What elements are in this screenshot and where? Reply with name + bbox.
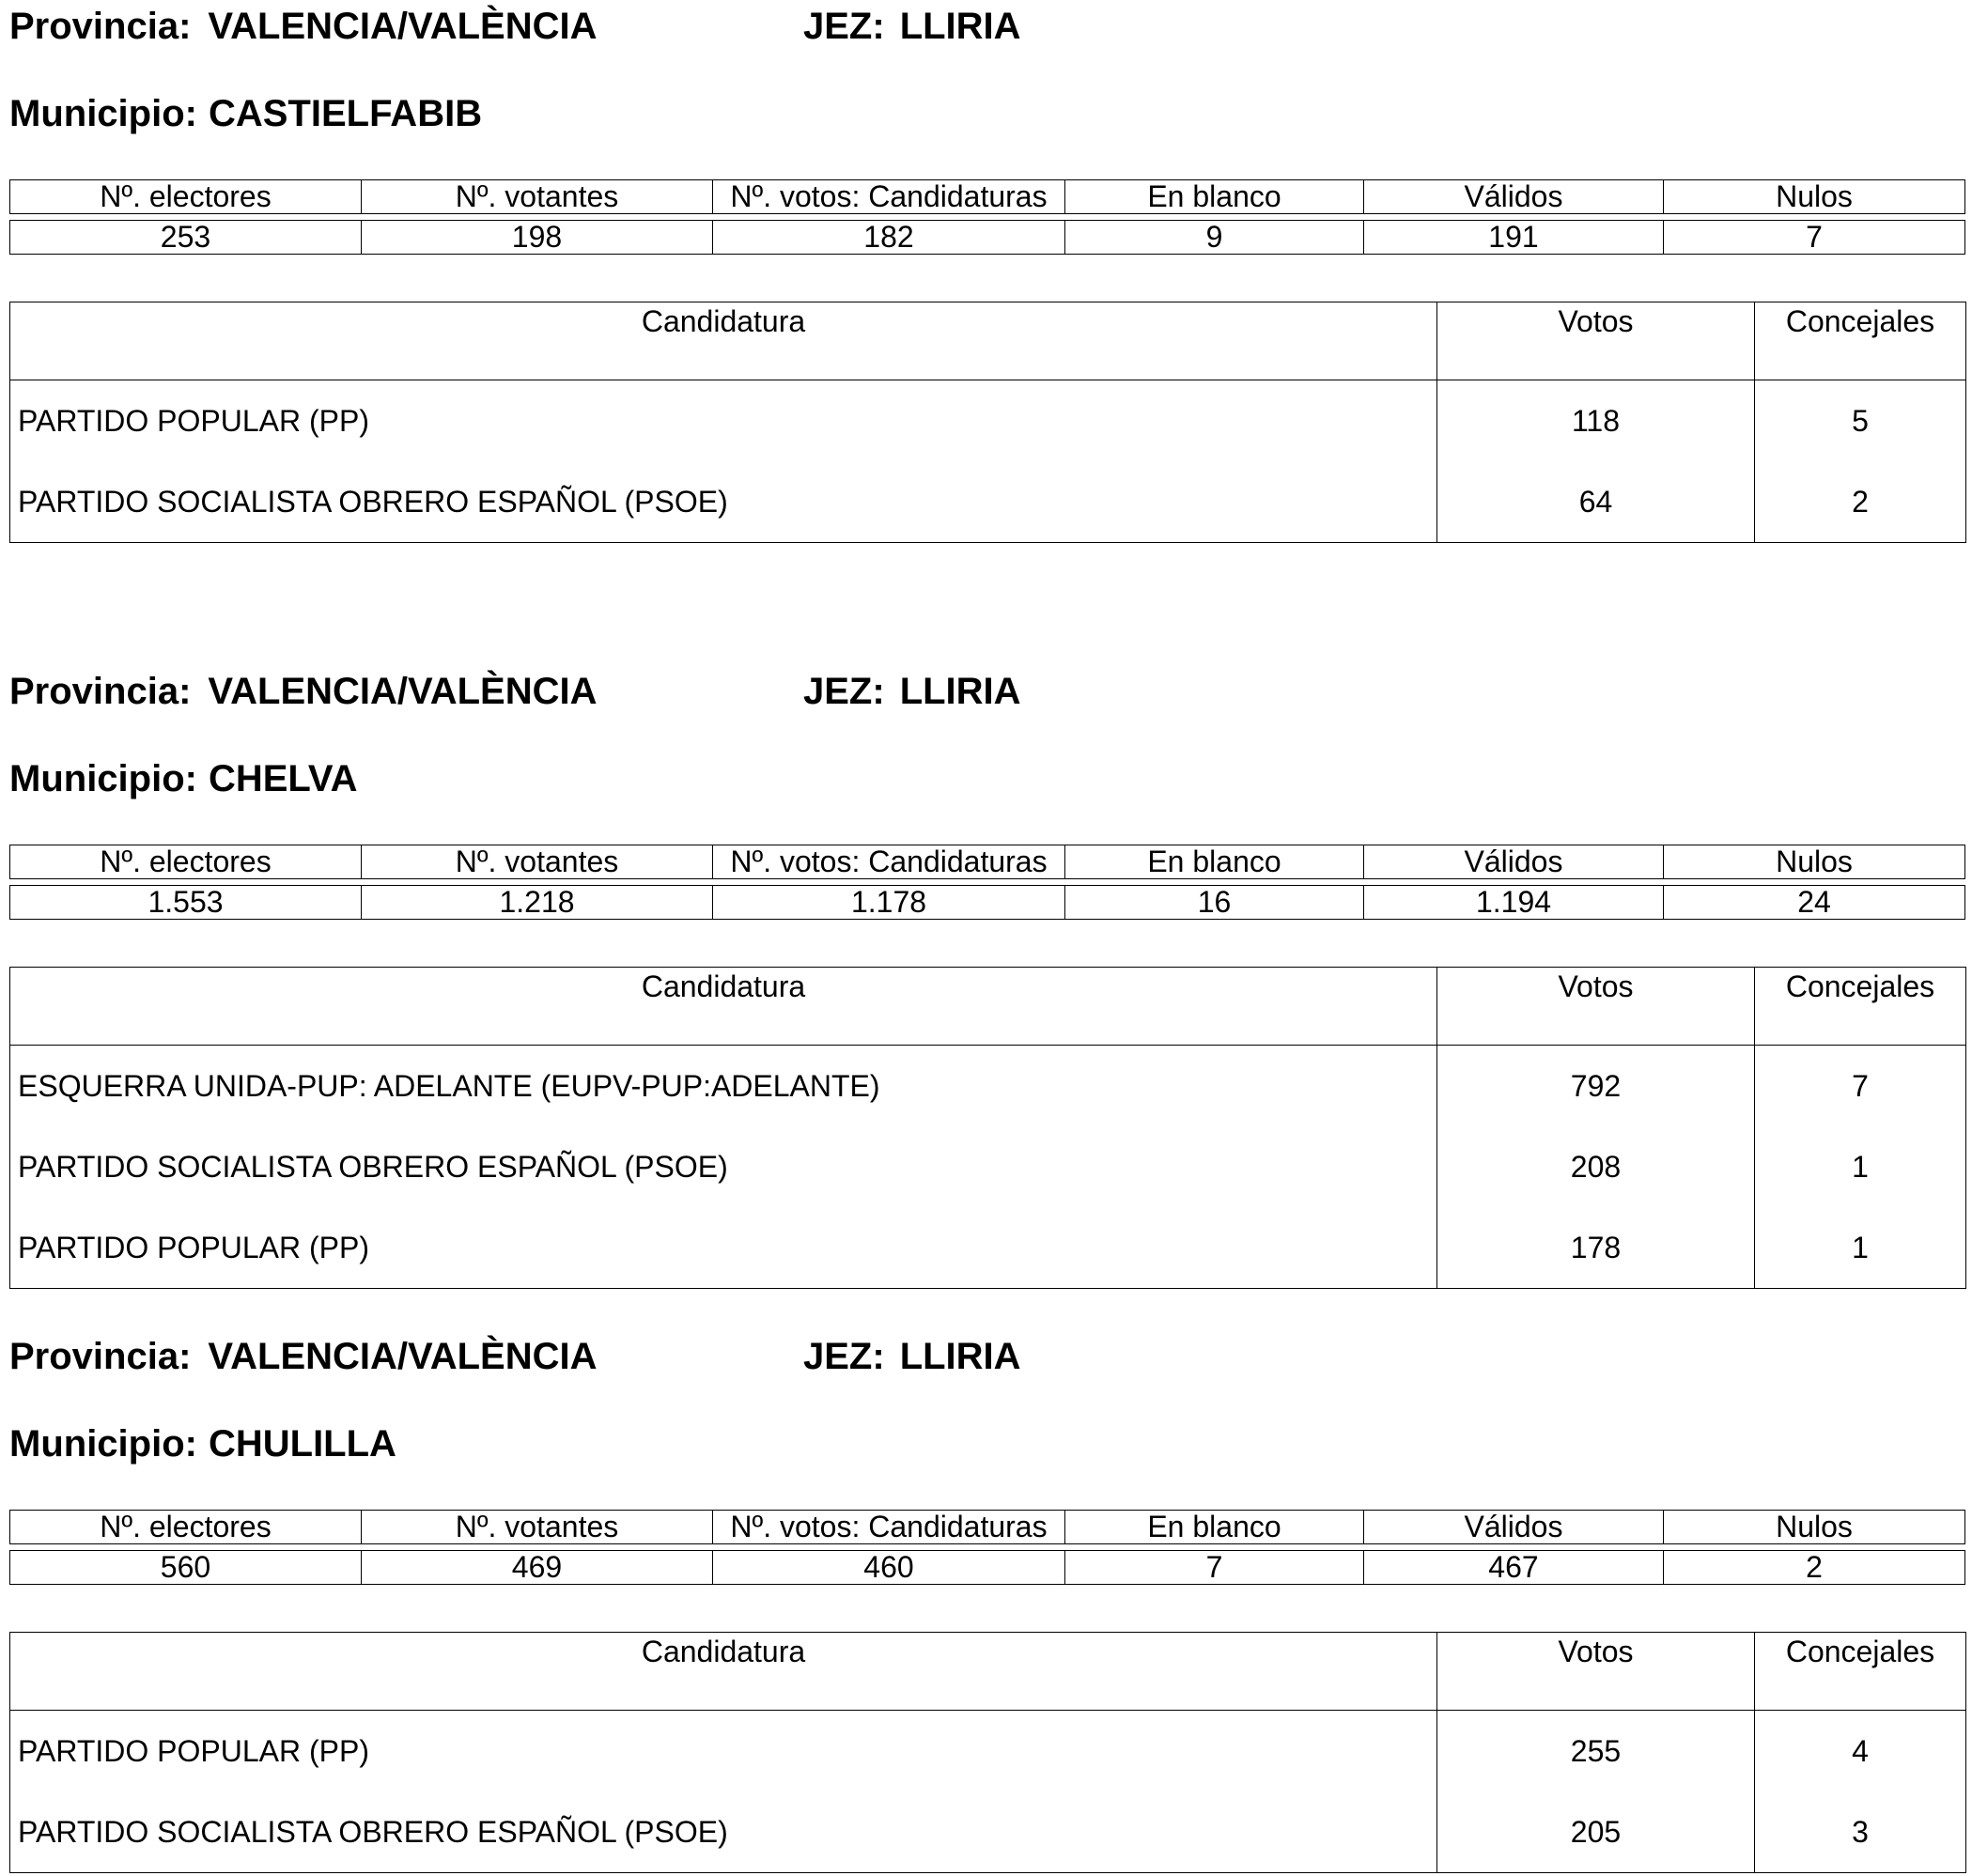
stats-header-row: [9, 179, 1965, 214]
jez-value: LLIRIA: [899, 1336, 1021, 1377]
stats-value-row: [9, 1550, 1965, 1585]
stats-value-en-blanco: 9: [1065, 220, 1364, 255]
stats-header-votantes: Nº. votantes: [362, 845, 713, 879]
header-concejales: Concejales: [1755, 302, 1966, 380]
stats-value-validos: 191: [1364, 220, 1664, 255]
jez-line: [803, 8, 1021, 45]
provincia-label: Provincia:: [9, 6, 192, 47]
candidaturas-header-row: [10, 302, 1966, 380]
stats-header-nulos: Nulos: [1664, 845, 1965, 879]
provincia-label: Provincia:: [9, 671, 192, 712]
stats-value-electores: 1.553: [9, 885, 362, 920]
stats-header-nulos: Nulos: [1664, 179, 1965, 214]
candidatura-concejales: 1: [1755, 1207, 1966, 1289]
candidatura-name: PARTIDO POPULAR (PP): [10, 1711, 1437, 1792]
stats-header-electores: Nº. electores: [9, 845, 362, 879]
stats-header-validos: Válidos: [1364, 845, 1664, 879]
municipio-label: Municipio:: [9, 93, 197, 134]
jez-value: LLIRIA: [899, 671, 1021, 712]
municipio-label: Municipio:: [9, 758, 197, 799]
stats-header-electores: Nº. electores: [9, 179, 362, 214]
candidatura-name: PARTIDO SOCIALISTA OBRERO ESPAÑOL (PSOE): [10, 461, 1437, 543]
stats-value-votantes: 469: [362, 1550, 713, 1585]
municipio-value: CHULILLA: [208, 1423, 396, 1465]
jez-label: JEZ:: [803, 6, 885, 47]
stats-value-row: [9, 220, 1965, 255]
municipio-label: Municipio:: [9, 1423, 197, 1465]
provincia-label: Provincia:: [9, 1336, 192, 1377]
candidatura-votos: 208: [1437, 1126, 1755, 1207]
header-candidatura: Candidatura: [10, 968, 1437, 1046]
stats-value-votos-candidaturas: 1.178: [713, 885, 1065, 920]
stats-table: [9, 1510, 1965, 1585]
provincia-value: VALENCIA/VALÈNCIA: [208, 1336, 598, 1377]
header-votos: Votos: [1437, 968, 1755, 1046]
stats-value-validos: 1.194: [1364, 885, 1664, 920]
stats-value-electores: 253: [9, 220, 362, 255]
header-candidatura: Candidatura: [10, 302, 1437, 380]
candidatura-votos: 64: [1437, 461, 1755, 543]
stats-value-en-blanco: 16: [1065, 885, 1364, 920]
municipio-value: CHELVA: [208, 758, 358, 799]
stats-value-nulos: 7: [1664, 220, 1965, 255]
stats-header-votantes: Nº. votantes: [362, 179, 713, 214]
municipio-line: [9, 95, 482, 132]
stats-header-nulos: Nulos: [1664, 1510, 1965, 1544]
header-votos: Votos: [1437, 302, 1755, 380]
stats-header-en-blanco: En blanco: [1065, 1510, 1364, 1544]
stats-header-en-blanco: En blanco: [1065, 179, 1364, 214]
stats-header-electores: Nº. electores: [9, 1510, 362, 1544]
provincia-line: [9, 673, 598, 710]
provincia-line: [9, 8, 598, 45]
table-row: [10, 1046, 1966, 1127]
stats-header-votos-candidaturas: Nº. votos: Candidaturas: [713, 845, 1065, 879]
candidaturas-header-row: [10, 1633, 1966, 1711]
candidatura-name: ESQUERRA UNIDA-PUP: ADELANTE (EUPV-PUP:ADELANTE): [10, 1046, 1437, 1127]
jez-value: LLIRIA: [899, 6, 1021, 47]
jez-line: [803, 673, 1021, 710]
candidatura-concejales: 5: [1755, 380, 1966, 462]
header-votos: Votos: [1437, 1633, 1755, 1711]
candidatura-votos: 205: [1437, 1791, 1755, 1873]
stats-header-votos-candidaturas: Nº. votos: Candidaturas: [713, 1510, 1065, 1544]
table-row: [10, 461, 1966, 543]
stats-value-votantes: 1.218: [362, 885, 713, 920]
jez-label: JEZ:: [803, 1336, 885, 1377]
stats-value-votantes: 198: [362, 220, 713, 255]
header-concejales: Concejales: [1755, 1633, 1966, 1711]
header-candidatura: Candidatura: [10, 1633, 1437, 1711]
provincia-value: VALENCIA/VALÈNCIA: [208, 671, 598, 712]
provincia-value: VALENCIA/VALÈNCIA: [208, 6, 598, 47]
stats-header-votantes: Nº. votantes: [362, 1510, 713, 1544]
header-concejales: Concejales: [1755, 968, 1966, 1046]
table-row: [10, 380, 1966, 462]
table-row: [10, 1711, 1966, 1792]
stats-value-nulos: 2: [1664, 1550, 1965, 1585]
candidatura-name: PARTIDO POPULAR (PP): [10, 1207, 1437, 1289]
candidatura-name: PARTIDO SOCIALISTA OBRERO ESPAÑOL (PSOE): [10, 1791, 1437, 1873]
candidatura-concejales: 7: [1755, 1046, 1966, 1127]
stats-value-nulos: 24: [1664, 885, 1965, 920]
candidatura-concejales: 1: [1755, 1126, 1966, 1207]
candidaturas-table: [9, 302, 1966, 543]
candidatura-concejales: 4: [1755, 1711, 1966, 1792]
candidatura-name: PARTIDO POPULAR (PP): [10, 380, 1437, 462]
municipio-line: [9, 760, 357, 798]
candidatura-name: PARTIDO SOCIALISTA OBRERO ESPAÑOL (PSOE): [10, 1126, 1437, 1207]
stats-value-electores: 560: [9, 1550, 362, 1585]
stats-header-validos: Válidos: [1364, 1510, 1664, 1544]
stats-table: [9, 845, 1965, 920]
stats-header-row: [9, 845, 1965, 879]
municipio-line: [9, 1425, 396, 1463]
stats-header-votos-candidaturas: Nº. votos: Candidaturas: [713, 179, 1065, 214]
jez-label: JEZ:: [803, 671, 885, 712]
stats-value-en-blanco: 7: [1065, 1550, 1364, 1585]
stats-header-validos: Válidos: [1364, 179, 1664, 214]
provincia-line: [9, 1338, 598, 1375]
stats-header-en-blanco: En blanco: [1065, 845, 1364, 879]
candidatura-votos: 118: [1437, 380, 1755, 462]
candidaturas-table: [9, 1632, 1966, 1873]
candidaturas-table: [9, 967, 1966, 1289]
stats-value-votos-candidaturas: 182: [713, 220, 1065, 255]
stats-value-votos-candidaturas: 460: [713, 1550, 1065, 1585]
stats-value-row: [9, 885, 1965, 920]
candidaturas-header-row: [10, 968, 1966, 1046]
candidatura-votos: 255: [1437, 1711, 1755, 1792]
municipio-value: CASTIELFABIB: [208, 93, 483, 134]
candidatura-concejales: 2: [1755, 461, 1966, 543]
jez-line: [803, 1338, 1021, 1375]
candidatura-votos: 792: [1437, 1046, 1755, 1127]
stats-table: [9, 179, 1965, 255]
table-row: [10, 1207, 1966, 1289]
stats-value-validos: 467: [1364, 1550, 1664, 1585]
candidatura-concejales: 3: [1755, 1791, 1966, 1873]
candidatura-votos: 178: [1437, 1207, 1755, 1289]
stats-header-row: [9, 1510, 1965, 1544]
table-row: [10, 1791, 1966, 1873]
table-row: [10, 1126, 1966, 1207]
